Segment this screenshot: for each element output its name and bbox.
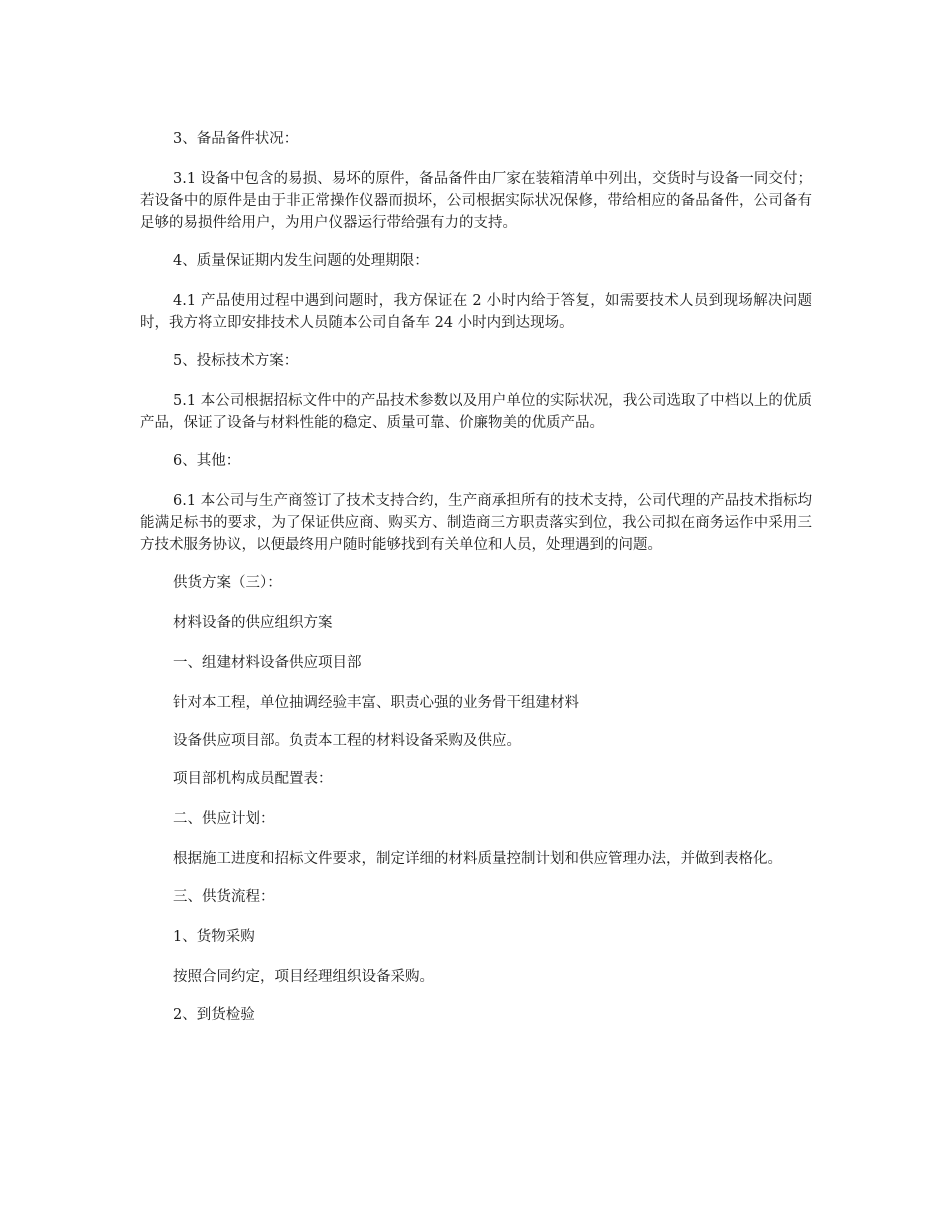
- section-heading-project-dept: 一、组建材料设备供应项目部: [173, 655, 362, 671]
- section-heading-warranty-period: 4、质量保证期内发生问题的处理期限：: [173, 253, 429, 269]
- subheading-arrival-inspection: 2、到货检验: [173, 1007, 255, 1023]
- staff-config-table-label: 项目部机构成员配置表：: [173, 771, 333, 787]
- paragraph-supply-schedule: 根据施工进度和招标文件要求，制定详细的材料质量控制计划和供应管理办法，并做到表格化。: [173, 851, 782, 867]
- supply-organization-title: 材料设备的供应组织方案: [173, 615, 333, 631]
- subheading-purchasing: 1、货物采购: [173, 929, 255, 945]
- paragraph-project-dept-2: 设备供应项目部。负责本工程的材料设备采购及供应。: [173, 733, 521, 749]
- section-heading-other: 6、其他：: [173, 453, 241, 469]
- section-heading-supply-schedule: 二、供应计划：: [173, 811, 275, 827]
- paragraph-4-1: 4.1 产品使用过程中遇到问题时，我方保证在 2 小时内给于答复，如需要技术人员到现场解决问题时，我方将立即安排技术人员随本公司自备车 24 小时内到达现场。: [140, 293, 812, 331]
- section-heading-technical-plan: 5、投标技术方案：: [173, 353, 299, 369]
- section-heading-spare-parts: 3、备品备件状况：: [173, 131, 299, 147]
- section-heading-supply-process: 三、供货流程：: [173, 889, 275, 905]
- paragraph-5-1: 5.1 本公司根据招标文件中的产品技术参数以及用户单位的实际状况，我公司选取了中档以上的优质产品，保证了设备与材料性能的稳定、质量可靠、价廉物美的优质产品。: [140, 393, 812, 431]
- document-body: [140, 128, 812, 1044]
- paragraph-project-dept-1: 针对本工程，单位抽调经验丰富、职责心强的业务骨干组建材料: [173, 695, 579, 711]
- supply-plan-title: 供货方案（三）：: [173, 575, 282, 591]
- paragraph-3-1: 3.1 设备中包含的易损、易坏的原件，备品备件由厂家在装箱清单中列出，交货时与设备一同交付；若设备中的原件是由于非正常操作仪器而损坏，公司根据实际状况保修，带给相应的备品备件，公司备有足够的易损件给用户，为用户仪器运行带给强有力的支持。: [140, 171, 812, 231]
- paragraph-6-1: 6.1 本公司与生产商签订了技术支持合约，生产商承担所有的技术支持，公司代理的产品技术指标均能满足标书的要求，为了保证供应商、购买方、制造商三方职责落实到位，我公司拟在商务运作中采用三方技术服务协议，以便最终用户随时能够找到有关单位和人员，处理遇到的问题。: [140, 493, 812, 553]
- paragraph-purchasing: 按照合同约定，项目经理组织设备采购。: [173, 969, 434, 985]
